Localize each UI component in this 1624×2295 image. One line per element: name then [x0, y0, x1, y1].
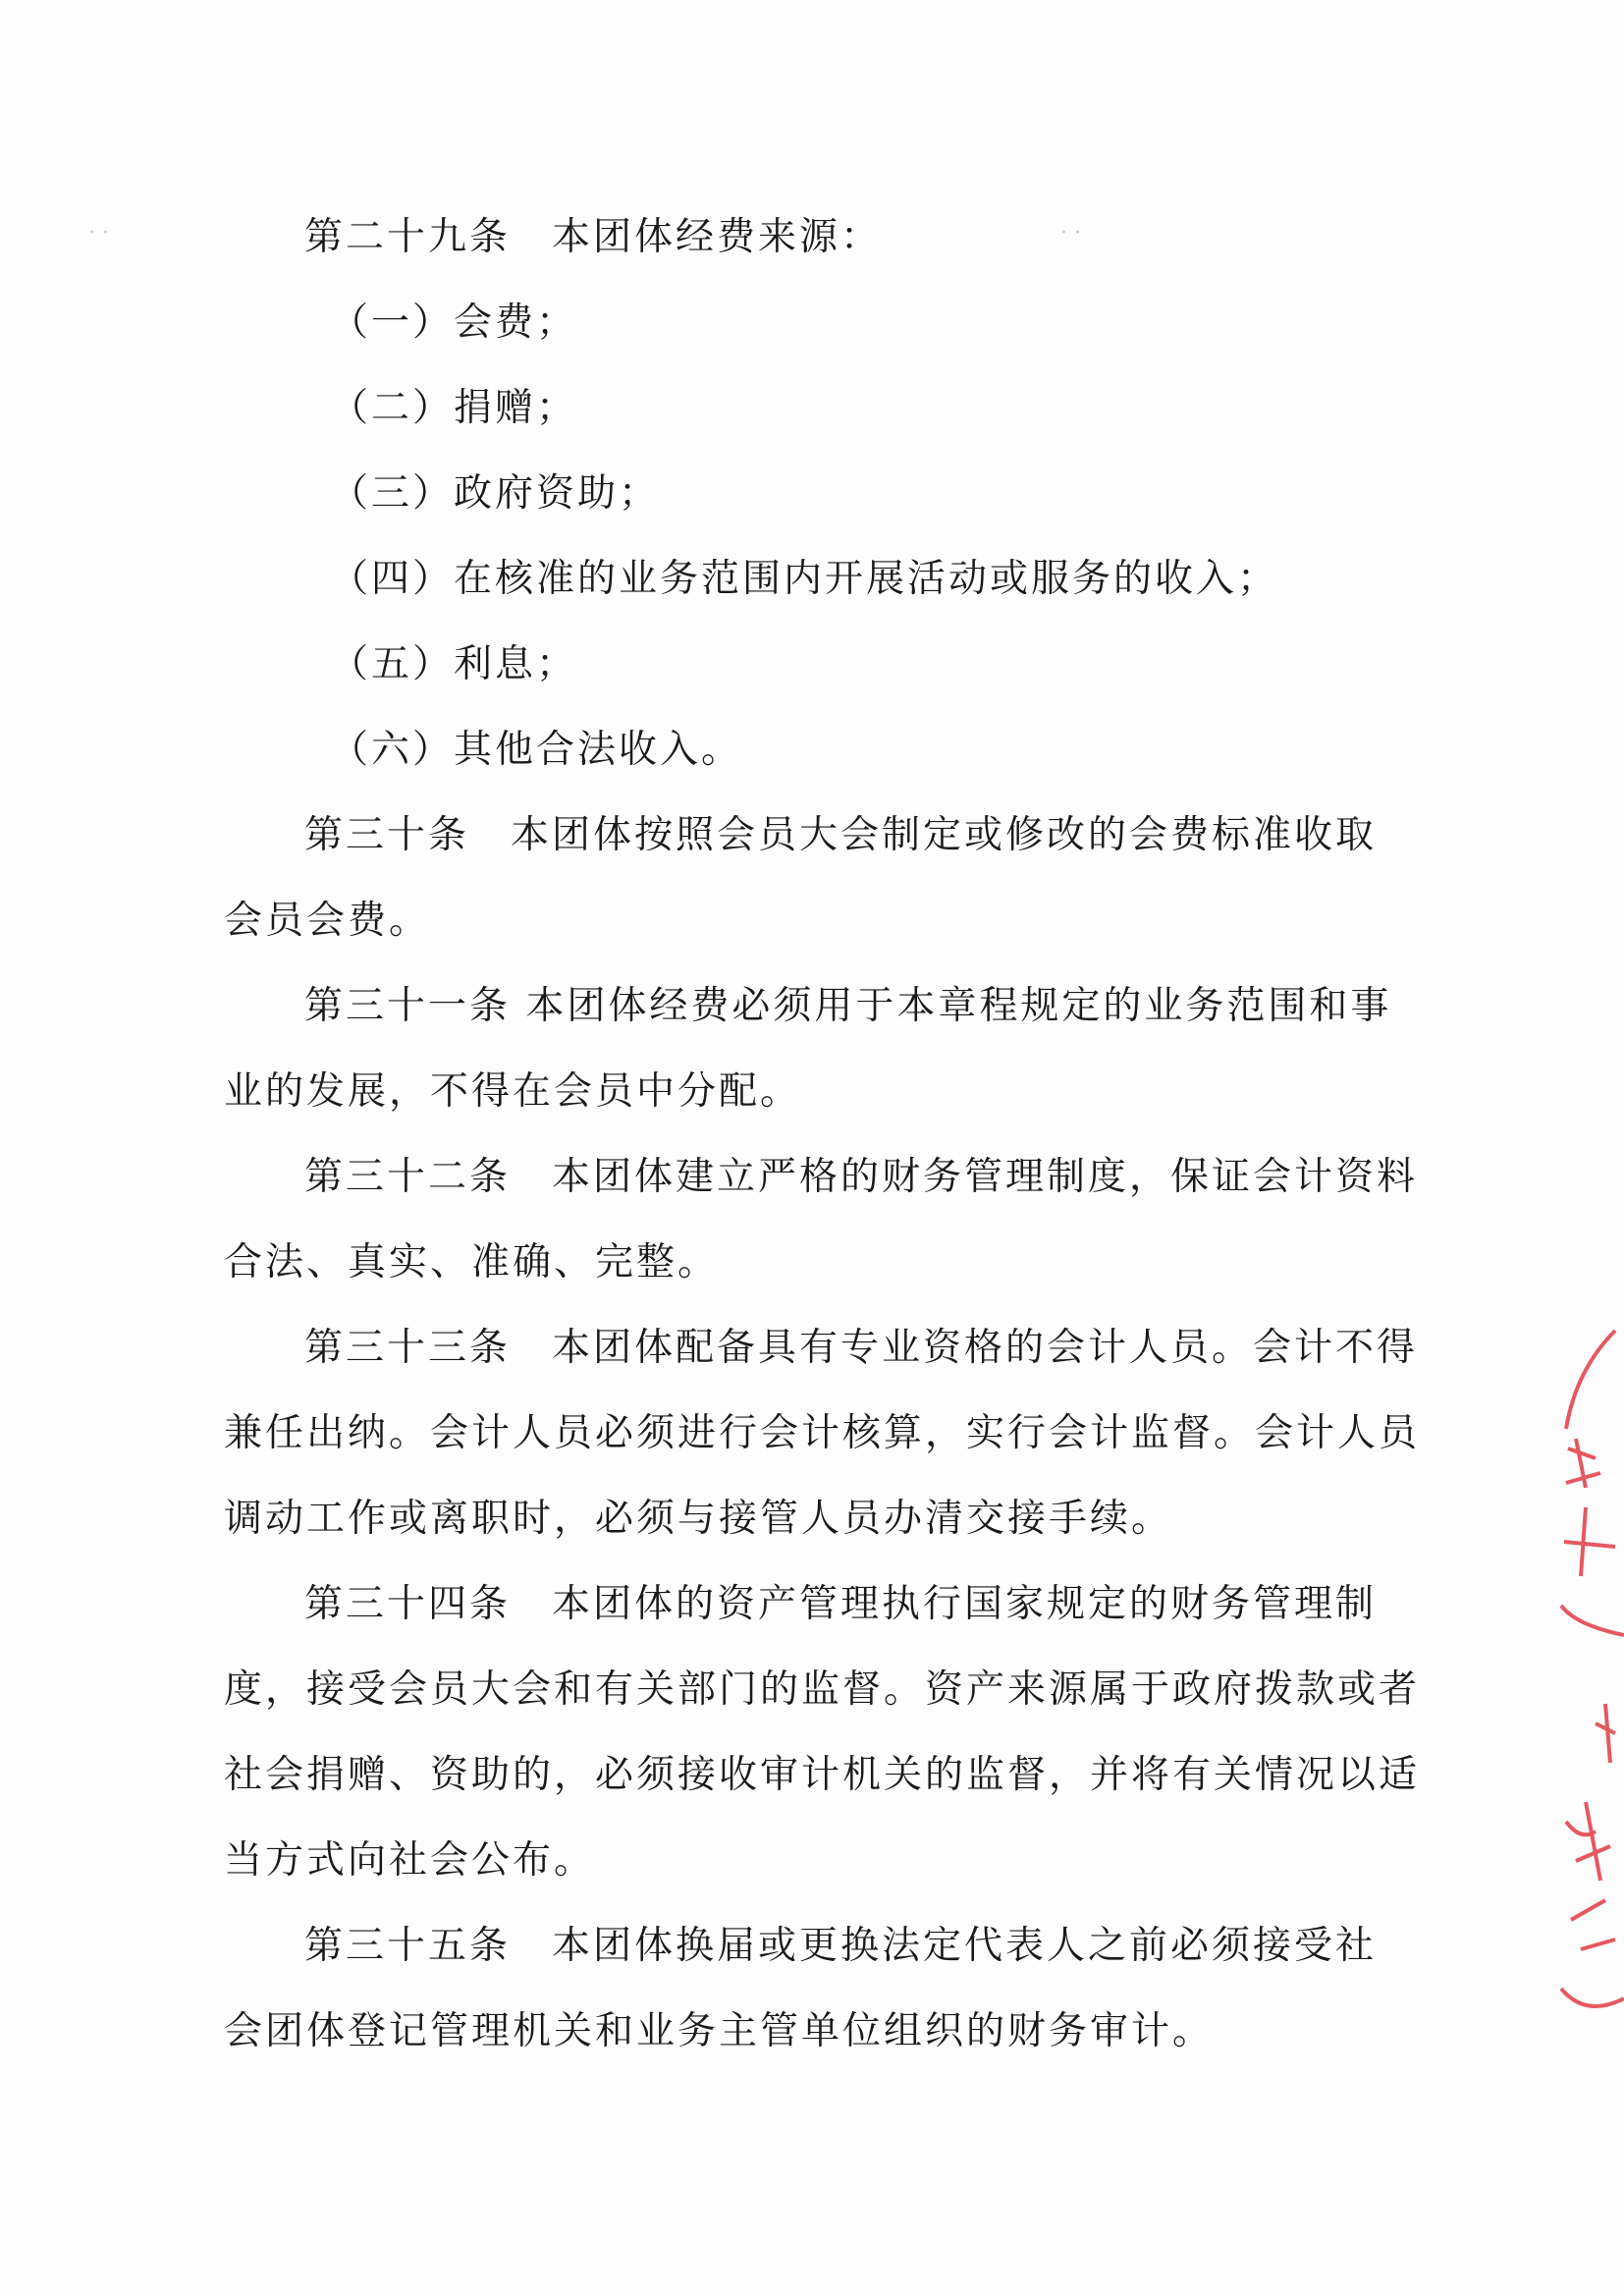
text-line: 第三十四条 本团体的资产管理执行国家规定的财务管理制 [304, 1582, 1378, 1626]
article-30 [224, 792, 1392, 963]
text-line: 第三十二条 本团体建立严格的财务管理制度，保证会计资料 [304, 1155, 1419, 1199]
text-line: 会团体登记管理机关和业务主管单位组织的财务审计。 [224, 2009, 1215, 2053]
text-line: 第三十三条 本团体配备具有专业资格的会计人员。会计不得 [304, 1326, 1419, 1370]
text-line: 合法、真实、准确、完整。 [224, 1240, 720, 1284]
text-line: 第三十条 本团体按照会员大会制定或修改的会费标准收取 [304, 813, 1378, 857]
article-body [224, 194, 1421, 2074]
text-line: 当方式向社会公布。 [224, 1838, 596, 1883]
article-35 [224, 1903, 1392, 2074]
article-31 [224, 963, 1392, 1134]
list-item: （六）其他合法收入。 [330, 728, 743, 772]
article-32 [224, 1134, 1419, 1305]
text-line: 度，接受会员大会和有关部门的监督。资产来源属于政府拨款或者 [224, 1667, 1421, 1712]
text-line: 第三十五条 本团体换届或更换法定代表人之前必须接受社 [304, 1924, 1378, 1968]
article-29-heading: 第二十九条 本团体经费来源： [304, 215, 883, 259]
list-item: （四）在核准的业务范围内开展活动或服务的收入； [330, 557, 1279, 601]
list-item: （一）会费； [330, 301, 578, 345]
article-34 [224, 1561, 1421, 1903]
text-line: 兼任出纳。会计人员必须进行会计核算，实行会计监督。会计人员 [224, 1411, 1421, 1455]
text-line: 业的发展，不得在会员中分配。 [224, 1069, 802, 1114]
text-line: 第三十一条 本团体经费必须用于本章程规定的业务范围和事 [304, 984, 1392, 1028]
text-line: 社会捐赠、资助的，必须接收审计机关的监督，并将有关情况以适 [224, 1753, 1421, 1797]
article-33 [224, 1305, 1421, 1561]
text-line: 调动工作或离职时，必须与接管人员办清交接手续。 [224, 1497, 1173, 1541]
red-seal-stamp [1556, 1311, 1624, 2038]
list-item: （三）政府资助； [330, 471, 661, 516]
list-item: （二）捐赠； [330, 386, 578, 430]
text-line: 会员会费。 [224, 899, 431, 943]
scan-artifact: · · [88, 221, 109, 246]
scan-artifact: · · [1060, 221, 1081, 246]
list-item: （五）利息； [330, 642, 578, 686]
